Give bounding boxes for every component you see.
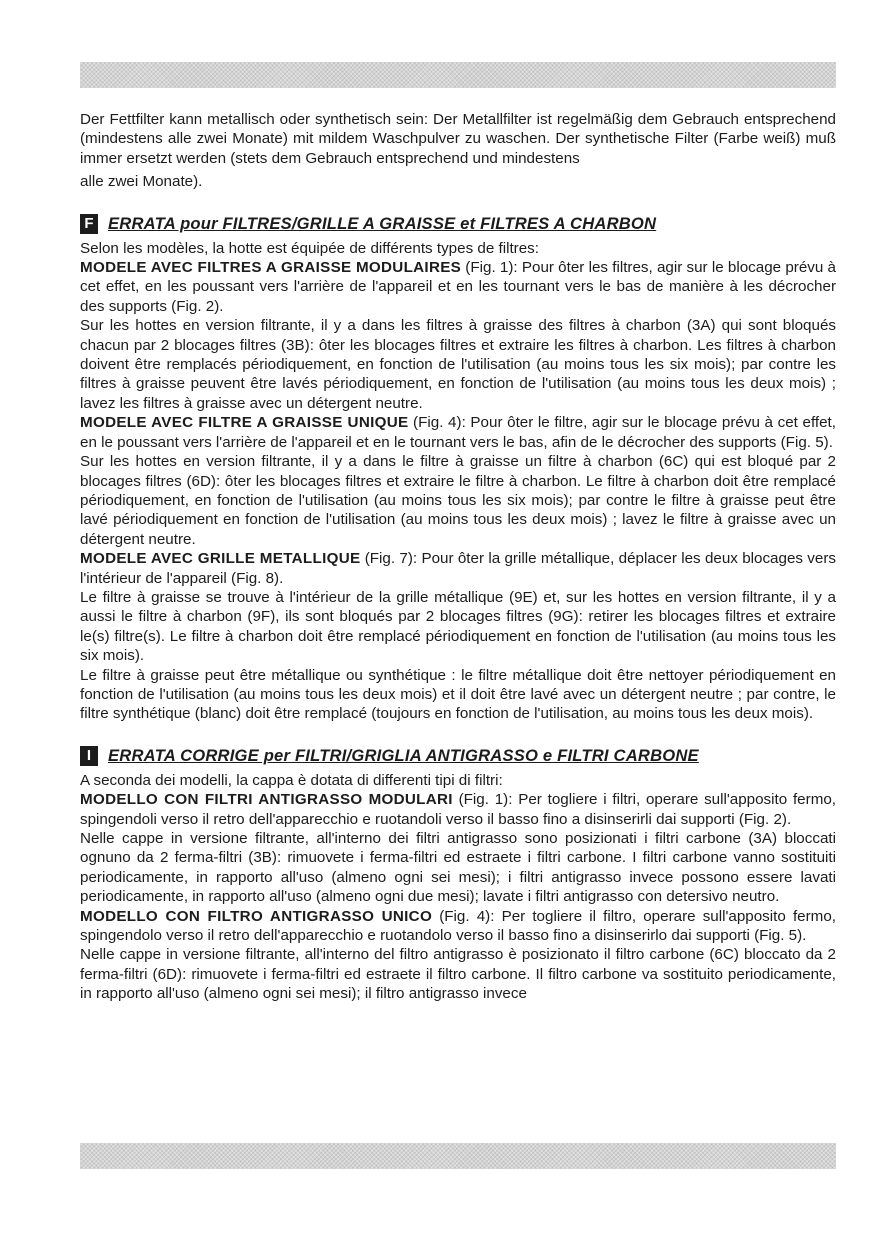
section-i-modular-filters-text: (Fig. 1): Per togliere i filtri, operare sull'apposito fermo, spingendoli verso il retro dell'apparecchio e ruotandoli verso il basso fino a disinserirli dai supporti (Fig. 2). bbox=[80, 791, 837, 828]
section-i-charcoal-modular: Nelle cappe in versione filtrante, all'interno dei filtri antigrasso sono posizionati i filtri carbone (3A) bloccati ognuno da 2 ferma-filtri (3B): rimuovete i ferma-filtri ed estraete i filtri carbone. I filtri carbone vanno sostituiti periodicamente, in rapporto all'uso (almeno ogni sei mesi); i filtri antigrasso invece possono essere lavati periodicamente, in rapporto all'uso (almeno ogni due mesi); lavate i filtri antigrasso con detersivo neutro. bbox=[80, 830, 836, 906]
section-i-single-filter bbox=[80, 907, 836, 946]
intro-paragraph bbox=[80, 110, 836, 192]
section-f-single-filter bbox=[80, 413, 836, 452]
section-f-modular-filters-text: (Fig. 1): Pour ôter les filtres, agir sur le blocage prévu à cet effet, en les poussant vers l'arrière de l'appareil et en les tournant vers le bas de manière à les décrocher des supports (Fig. 2). bbox=[80, 259, 836, 315]
section-f-grille-filters: Le filtre à graisse se trouve à l'intérieur de la grille métallique (9E) et, sur les hottes en version filtrante, il y a aussi le filtre à charbon (9F), ils sont bloqués par 2 blocages filtres (9G): retirer les blocages filtres et extraire le(s) filtre(s). Le filtre à charbon doit être remplacé périodiquement en fonction de l'utilisation (au moins tous les six mois). bbox=[80, 588, 836, 665]
language-badge-f: F bbox=[80, 214, 98, 234]
section-f-heading bbox=[80, 212, 836, 236]
section-f-intro: Selon les modèles, la hotte est équipée de différents types de filtres: bbox=[80, 239, 539, 257]
section-f-charcoal-modular: Sur les hottes en version filtrante, il y a dans les filtres à graisse des filtres à charbon (3A) qui sont bloqués chacun par 2 blocages filtres (3B): ôter les blocages filtres et extraire les filtres à charbon. Les filtres à charbon doivent être remplacés périodiquement, en fonction de l'utilisation (au moins tous les six mois); par contre les filtres à graisse peuvent être lavés périodiquement, en fonction de l'utilisation (au moins tous les deux mois) ; lavez les filtres à graisse avec un détergent neutre. bbox=[80, 317, 836, 412]
section-i-single-filter-heading: MODELLO CON FILTRO ANTIGRASSO UNICO bbox=[80, 907, 433, 925]
page-content bbox=[80, 110, 836, 1004]
section-i-charcoal-single: Nelle cappe in versione filtrante, all'interno del filtro antigrasso è posizionato il filtro carbone (6C) bloccato da 2 ferma-filtri (6D): rimuovete i ferma-filtri ed estraete il filtro carbone. Il filtro carbone va sostituito periodicamente, in rapporto all'uso (almeno ogni sei mesi); il filtro antigrasso invece bbox=[80, 946, 836, 1003]
language-badge-i: I bbox=[80, 746, 98, 766]
section-i-modular-filters bbox=[80, 790, 836, 829]
section-f-single-filter-text: (Fig. 4): Pour ôter le filtre, agir sur le blocage prévu à cet effet, en le poussant vers l'arrière de l'appareil et en le tournant vers le bas, afin de le décrocher des supports (Fig. 5). bbox=[80, 414, 836, 451]
section-f-modular-filters bbox=[80, 258, 836, 316]
section-f-modular-filters-heading: MODELE AVEC FILTRES A GRAISSE MODULAIRES bbox=[80, 259, 462, 277]
section-i-single-filter-text: (Fig. 4): Per togliere il filtro, operare sull'apposito fermo, spingendolo verso il retro dell'apparecchio e ruotandolo verso il basso fino a disinserirlo dai supporti (Fig. 5). bbox=[80, 907, 836, 945]
section-f-metal-grille-heading: MODELE AVEC GRILLE METALLIQUE bbox=[80, 550, 361, 568]
section-f-metal-grille-text: (Fig. 7): Pour ôter la grille métallique, déplacer les deux blocages vers l'intérieur de l'appareil (Fig. 8). bbox=[80, 550, 836, 587]
section-f-grease-filter-care: Le filtre à graisse peut être métallique ou synthétique : le filtre métallique doit être nettoyer périodiquement en fonction de l'utilisation (au moins tous les deux mois) et il doit être lavé avec un détergent neutre ; par contre, le filtre synthétique (blanc) doit être remplacé (toujours en fonction de l'utilisation, au moins tous les deux mois). bbox=[80, 666, 836, 723]
header-band bbox=[80, 62, 836, 88]
section-i-modular-filters-heading: MODELLO CON FILTRI ANTIGRASSO MODULARI bbox=[80, 791, 453, 809]
footer-band bbox=[80, 1143, 836, 1169]
section-i-title: ERRATA CORRIGE per FILTRI/GRIGLIA ANTIGRASSO e FILTRI CARBONE bbox=[108, 746, 699, 766]
section-f-single-filter-heading: MODELE AVEC FILTRE A GRAISSE UNIQUE bbox=[80, 414, 409, 432]
section-f-metal-grille bbox=[80, 549, 836, 588]
section-f-charcoal-single: Sur les hottes en version filtrante, il y a dans le filtre à graisse un filtre à charbon (6C) qui est bloqué par 2 blocages filtres (6D): ôter les blocages filtres et extraire le filtre à charbon. Le filtre à charbon doit être remplacé périodiquement, en fonction de l'utilisation (au moins tous les six mois); par contre le filtre à graisse peut être lavé périodiquement en fonction de l'utilisation (au moins tous les deux mois) ; lavez le filtre à graisse avec un détergent neutre. bbox=[80, 453, 836, 548]
section-i-heading bbox=[80, 744, 836, 768]
section-f-title: ERRATA pour FILTRES/GRILLE A GRAISSE et FILTRES A CHARBON bbox=[108, 213, 657, 233]
intro-text-end: alle zwei Monate). bbox=[80, 173, 203, 191]
intro-text: Der Fettfilter kann metallisch oder synthetisch sein: Der Metallfilter ist regelmäßig dem Gebrauch entsprechend (mindestens alle zwei Monate) mit mildem Waschpulver zu waschen. Der synthetische Filter (Farbe weiß) muß immer ersetzt werden (stets dem Gebrauch entsprechend und mindestens bbox=[80, 111, 836, 167]
section-i-intro: A seconda dei modelli, la cappa è dotata di differenti tipi di filtri: bbox=[80, 771, 503, 789]
